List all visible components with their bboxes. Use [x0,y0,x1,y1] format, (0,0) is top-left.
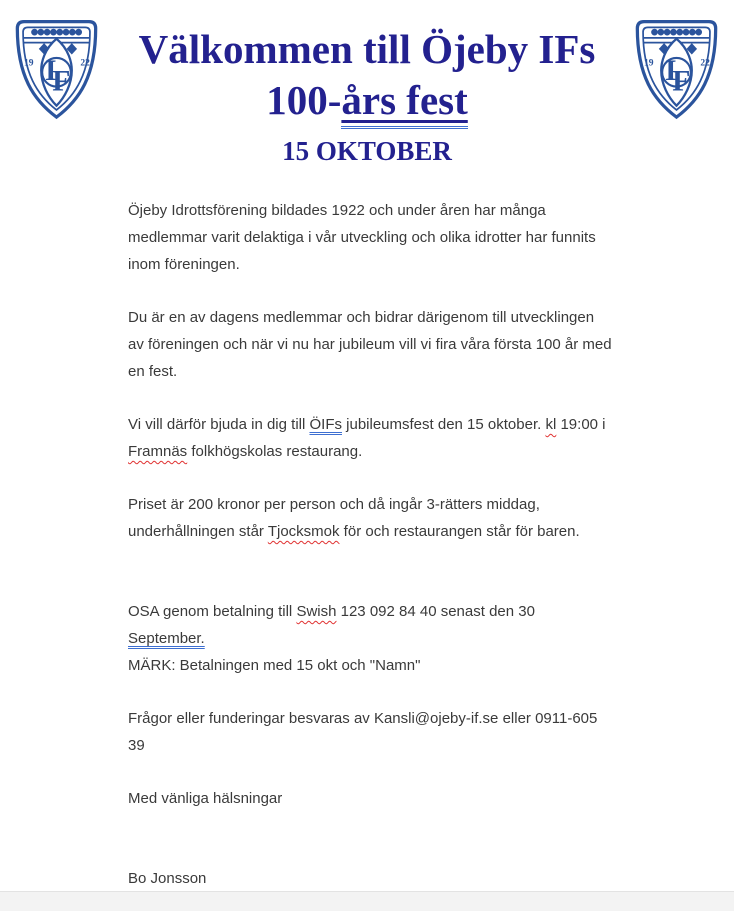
paragraph [128,785,612,812]
text-run: Priset är 200 kronor per person och då ingår 3-rätters middag, underhållningen står [128,496,540,540]
paragraph [128,197,612,278]
paragraph [128,411,612,465]
club-crest-icon [628,13,725,120]
document-header [0,0,734,197]
text-run: jubileumsfest den 15 oktober. [341,416,546,433]
text-run: 123 092 84 40 senast den 30 [336,603,535,620]
paragraph [128,491,612,545]
text-run: Med vänliga hälsningar [128,790,283,807]
text-run: Vi vill därför bjuda in dig till [128,416,310,433]
body-text [128,197,612,918]
event-date: 15 OKTOBER [282,136,452,166]
text-run: Frågor eller funderingar besvaras av Kansli@ojeby-if.se eller 0911-605 39 [128,710,598,754]
bottom-bar [0,891,734,911]
club-crest-icon [8,13,105,120]
misspelled-word: kl [545,416,557,433]
grammar-flagged-text: September. [128,630,205,647]
title-anniversary-prefix: 100- [266,77,342,123]
crest-year-left: 19 [644,57,654,69]
paragraph [128,304,612,385]
page-title-line2 [105,75,629,126]
crest-year-left: 19 [24,57,34,69]
page-title-line1: Välkommen till Öjeby IFs [138,26,596,72]
crest-year-right: 22 [700,57,710,69]
paragraph [128,705,612,759]
paragraph [128,865,612,892]
text-run: Du är en av dagens medlemmar och bidrar därigenom till utvecklingen av föreningen och när vi nu har jubileum vill vi fira våra första 100 år med en fest. [128,309,612,380]
misspelled-word: Swish [296,603,337,620]
text-run: folkhögskolas restaurang. [187,443,363,460]
text-run: för och restaurangen står för baren. [339,523,580,540]
paragraph [128,598,612,679]
crest-monogram-i: I [665,54,677,87]
text-run: Öjeby Idrottsförening bildades 1922 och under åren har många medlemmar varit delaktiga i vår utveckling och olika idrotter har funnits inom föreningen. [128,202,596,273]
crest-year-right: 22 [80,57,90,69]
blank-line [128,571,612,598]
text-run: Bo Jonsson [128,870,207,887]
text-run: 19:00 i [556,416,606,433]
crest-monogram-i: I [45,54,57,87]
grammar-flagged-text: ÖIFs [309,416,342,433]
crest-monogram-f: F [672,65,691,98]
blank-line [128,838,612,865]
text-run: MÄRK: Betalningen med 15 okt och "Namn" [128,657,421,674]
crest-monogram-f: F [52,65,71,98]
title-anniversary-underlined: års fest [341,77,467,129]
misspelled-word: Framnäs [128,443,188,460]
text-run: OSA genom betalning till [128,603,297,620]
title-block [105,24,629,168]
misspelled-word: Tjocksmok [267,523,340,540]
